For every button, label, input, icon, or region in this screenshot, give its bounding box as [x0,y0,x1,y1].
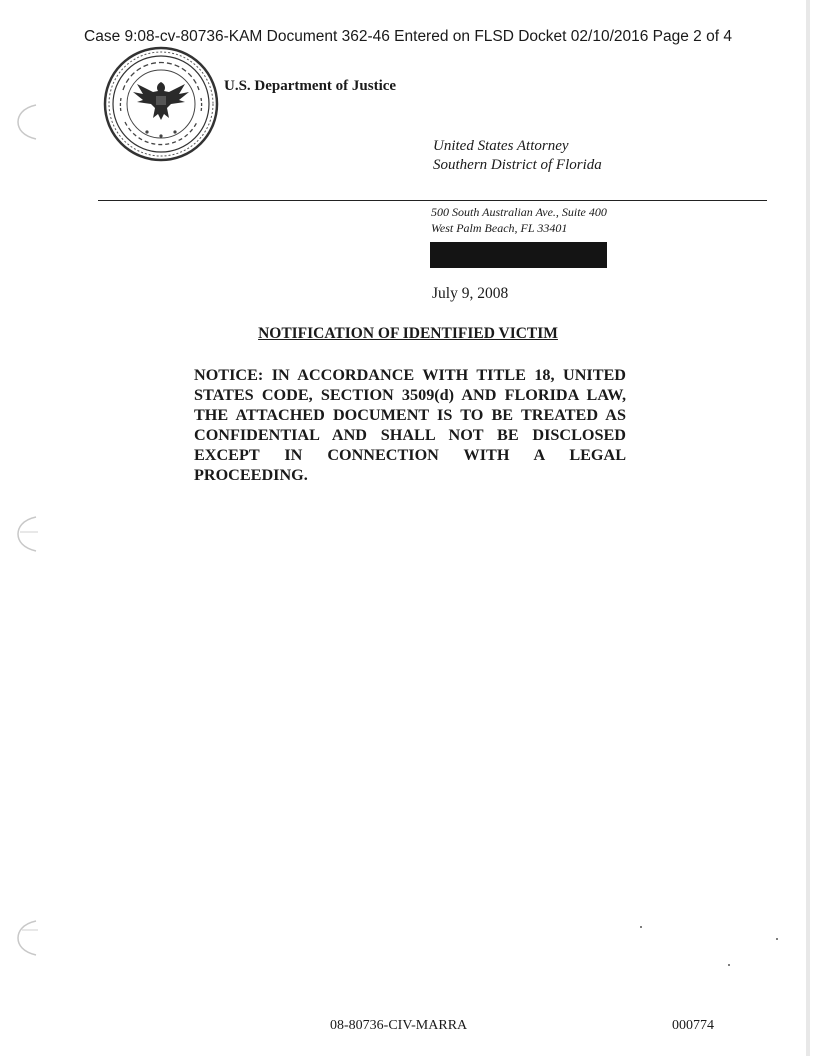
scan-speck [640,926,642,928]
case-docket-stamp: Case 9:08-cv-80736-KAM Document 362-46 Entered on FLSD Docket 02/10/2016 Page 2 of 4 [84,28,732,45]
scan-page-edge [806,0,810,1056]
doj-seal-icon [103,46,219,162]
department-name: U.S. Department of Justice [224,78,397,94]
scan-speck [776,938,778,940]
office-block [433,137,602,175]
address-city: West Palm Beach, FL 33401 [431,221,568,235]
punch-hole-mark [14,102,40,142]
confidentiality-notice: NOTICE: IN ACCORDANCE WITH TITLE 18, UNITED STATES CODE, SECTION 3509(d) AND FLORIDA LAW, THE ATTACHED DOCUMENT IS TO BE TREATED AS CONFIDENTIAL AND SHALL NOT BE DISCLOSED EXCEPT IN CONNECTION WITH A LEGAL PROCEEDING. [194,366,626,484]
footer-case-number: 08-80736-CIV-MARRA [330,1018,468,1033]
office-district: Southern District of Florida [433,157,602,173]
address-street: 500 South Australian Ave., Suite 400 [431,205,607,219]
punch-hole-mark [14,918,40,958]
office-title: United States Attorney [433,138,569,154]
footer-bates-number: 000774 [672,1018,714,1033]
letter-date: July 9, 2008 [432,285,509,302]
scan-speck [728,964,730,966]
letterhead-divider [98,200,767,201]
redaction-box [430,242,607,268]
notice-title: NOTIFICATION OF IDENTIFIED VICTIM [258,325,558,342]
address-block [431,204,607,236]
punch-hole-mark [14,514,40,554]
